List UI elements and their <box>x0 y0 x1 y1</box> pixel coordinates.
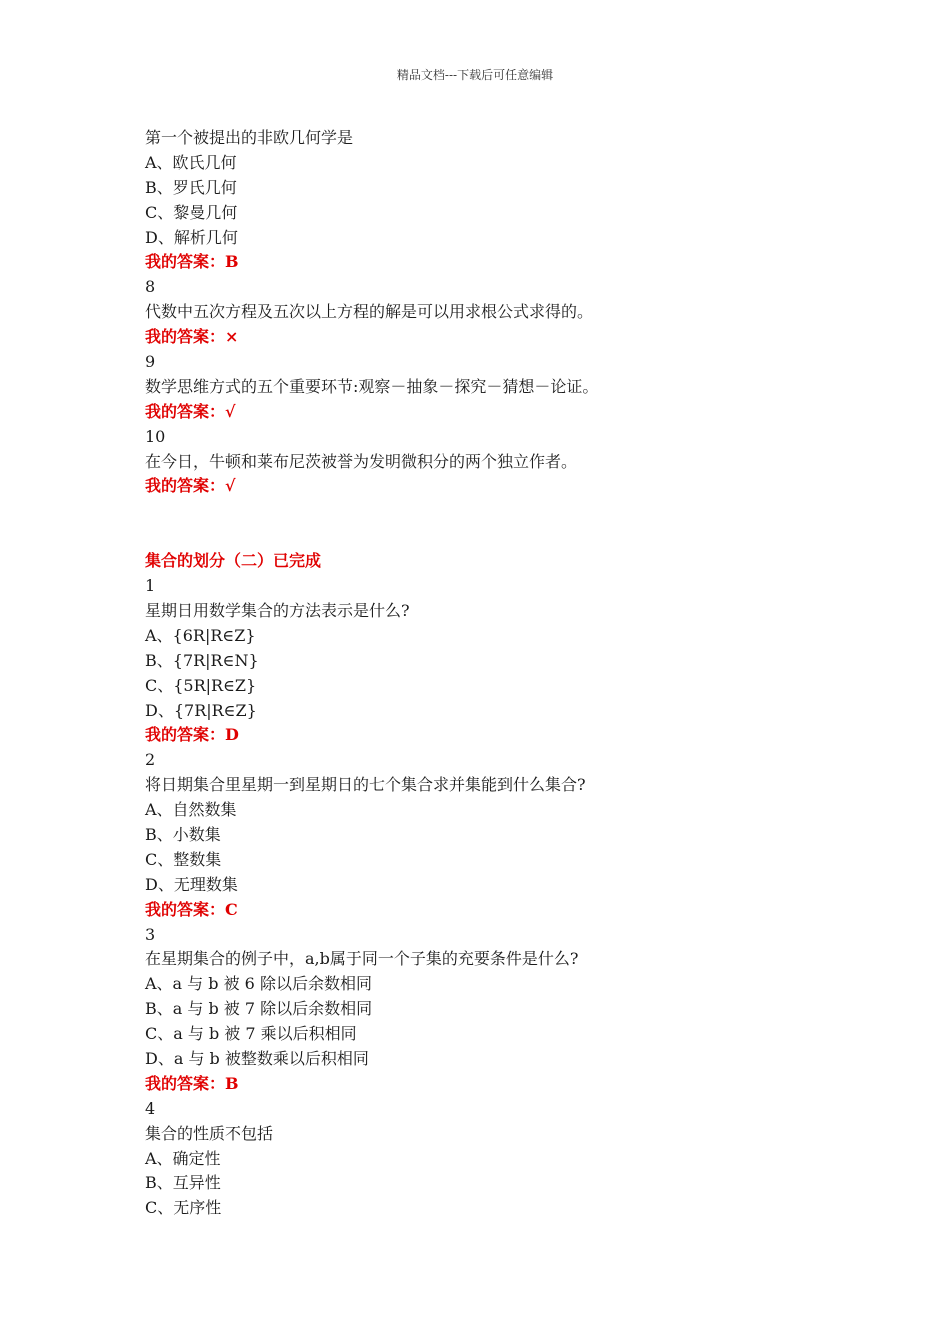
answer-option: A、自然数集 <box>145 800 237 820</box>
question-text: 在星期集合的例子中，a,b属于同一个子集的充要条件是什么? <box>145 949 579 969</box>
question-number: 8 <box>145 277 156 297</box>
answer-option: A、{6R|R∈Z} <box>145 625 256 645</box>
section-title: 集合的划分（二）已完成 <box>145 551 322 571</box>
answer-option: A、a 与 b 被 6 除以后余数相同 <box>145 974 372 994</box>
answer-option: D、无理数集 <box>145 874 238 894</box>
answer-option: A、确定性 <box>145 1148 221 1168</box>
question-text: 集合的性质不包括 <box>145 1123 274 1143</box>
question-number: 9 <box>145 352 156 372</box>
answer-option: D、解析几何 <box>145 227 238 247</box>
answer-option: C、a 与 b 被 7 乘以后积相同 <box>145 1024 357 1044</box>
question-number: 2 <box>145 750 156 770</box>
question-text: 星期日用数学集合的方法表示是什么? <box>145 600 410 620</box>
answer-option: B、{7R|R∈N} <box>145 650 259 670</box>
answer-option: C、整数集 <box>145 849 222 869</box>
question-text: 第一个被提出的非欧几何学是 <box>145 128 354 147</box>
question-number: 1 <box>145 576 156 596</box>
question-text: 将日期集合里星期一到星期日的七个集合求并集能到什么集合? <box>145 775 586 795</box>
answer-option: C、无序性 <box>145 1198 222 1218</box>
my-answer: 我的答案：× <box>145 327 239 347</box>
my-answer: 我的答案：C <box>145 899 238 919</box>
question-text: 数学思维方式的五个重要环节:观察－抽象－探究－猜想－论证。 <box>145 376 599 396</box>
question-number: 4 <box>145 1098 156 1118</box>
question-number: 10 <box>145 426 166 446</box>
answer-option: D、{7R|R∈Z} <box>145 700 257 720</box>
question-block-1 <box>145 126 825 499</box>
question-number: 3 <box>145 924 156 944</box>
my-answer: 我的答案：√ <box>145 476 236 496</box>
answer-option: B、互异性 <box>145 1173 221 1193</box>
answer-option: B、罗氏几何 <box>145 177 237 197</box>
my-answer: 我的答案：√ <box>145 401 236 421</box>
my-answer: 我的答案：D <box>145 725 239 745</box>
answer-option: A、欧氏几何 <box>145 152 237 172</box>
document-body <box>145 126 825 1221</box>
my-answer: 我的答案：B <box>145 1073 239 1093</box>
question-block-2 <box>145 574 825 1221</box>
question-text: 代数中五次方程及五次以上方程的解是可以用求根公式求得的。 <box>145 302 594 322</box>
page-header: 精品文档---下载后可任意编辑 <box>396 68 554 82</box>
my-answer: 我的答案：B <box>145 252 239 272</box>
question-text: 在今日，牛顿和莱布尼茨被誉为发明微积分的两个独立作者。 <box>145 451 578 471</box>
section-spacer <box>145 499 825 549</box>
answer-option: D、a 与 b 被整数乘以后积相同 <box>145 1048 369 1068</box>
answer-option: B、小数集 <box>145 824 221 844</box>
answer-option: B、a 与 b 被 7 除以后余数相同 <box>145 999 373 1019</box>
answer-option: C、黎曼几何 <box>145 202 238 222</box>
answer-option: C、{5R|R∈Z} <box>145 675 257 695</box>
